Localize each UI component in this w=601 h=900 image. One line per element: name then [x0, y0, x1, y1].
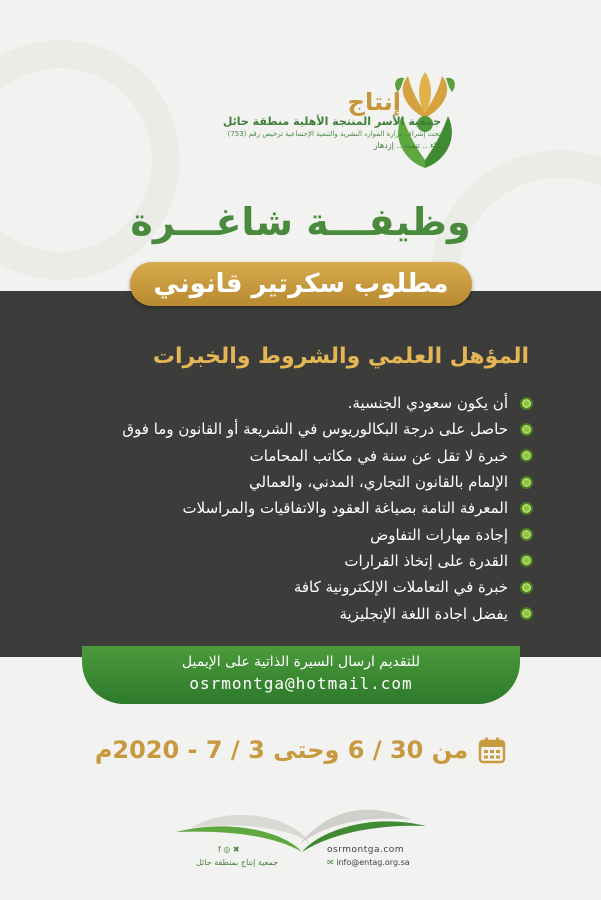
bullet-icon — [520, 581, 533, 594]
bullet-icon — [520, 397, 533, 410]
contact-band — [82, 646, 520, 704]
org-subtitle: جمعية الأسر المنتجة الأهلية منطقة حائل — [222, 115, 441, 128]
list-item — [63, 443, 533, 469]
list-item — [63, 495, 533, 521]
bullet-icon — [520, 449, 533, 462]
bullet-icon — [520, 502, 533, 515]
requirement-text: المعرفة التامة بصياغة العقود والاتفاقيات والمراسلات — [182, 499, 508, 518]
requirement-text: إجادة مهارات التفاوض — [370, 525, 508, 544]
requirements-heading: المؤهل العلمي والشروط والخبرات — [152, 344, 529, 369]
list-item — [63, 469, 533, 495]
contact-label: للتقديم ارسال السيرة الذاتية على الإيميل — [181, 654, 421, 670]
requirements-list — [63, 390, 533, 627]
footer-wave-graphic — [0, 792, 601, 900]
date-row — [0, 736, 601, 764]
social-icons[interactable]: f ◎ ✖ — [218, 845, 240, 854]
org-license: تحت إشراف وزارة الموارد البشرية والتنمية الإجتماعية ترخيص رقم (753) — [227, 130, 441, 138]
calendar-icon — [478, 736, 506, 764]
bullet-icon — [520, 476, 533, 489]
date-range: من 30 / 6 وحتى 3 / 7 - 2020م — [94, 736, 469, 764]
background-arc — [0, 40, 180, 280]
footer-org-caption: جمعية إنتاج بمنطقة حائل — [196, 858, 279, 867]
requirement-text: حاصل على درجة البكالوريوس في الشريعة أو القانون وما فوق — [122, 420, 508, 439]
requirement-text: خبرة في التعاملات الإلكترونية كافة — [293, 578, 508, 597]
requirement-text: يفضل اجادة اللغة الإنجليزية — [339, 604, 508, 623]
org-name: إنتاج — [347, 88, 401, 116]
footer-email[interactable] — [327, 858, 410, 867]
requirement-text: أن يكون سعودي الجنسية. — [347, 394, 508, 413]
requirement-text: القدرة على إتخاذ القرارات — [344, 551, 508, 570]
list-item — [63, 600, 533, 626]
contact-email-link[interactable]: osrmontga@hotmail.com — [189, 674, 413, 693]
envelope-icon: ✉ — [327, 858, 334, 867]
footer-website-link[interactable]: osrmontga.com — [327, 845, 405, 855]
list-item — [63, 521, 533, 547]
list-item — [63, 390, 533, 416]
bullet-icon — [520, 423, 533, 436]
list-item — [63, 416, 533, 442]
bullet-icon — [520, 528, 533, 541]
requirement-text: الإلمام بالقانون التجاري، المدني، والعمالي — [249, 473, 508, 492]
vacancy-title: وظيفـــة شاغـــرة — [130, 200, 471, 244]
footer-email-text[interactable]: info@entag.org.sa — [336, 858, 410, 867]
bullet-icon — [520, 607, 533, 620]
org-tagline: بناء .. تنمية .. إزدهار — [373, 141, 441, 150]
bullet-icon — [520, 554, 533, 567]
job-title-banner: مطلوب سكرتير قانوني — [130, 262, 472, 306]
list-item — [63, 548, 533, 574]
requirement-text: خبرة لا تقل عن سنة في مكاتب المحامات — [249, 446, 508, 465]
list-item — [63, 574, 533, 600]
